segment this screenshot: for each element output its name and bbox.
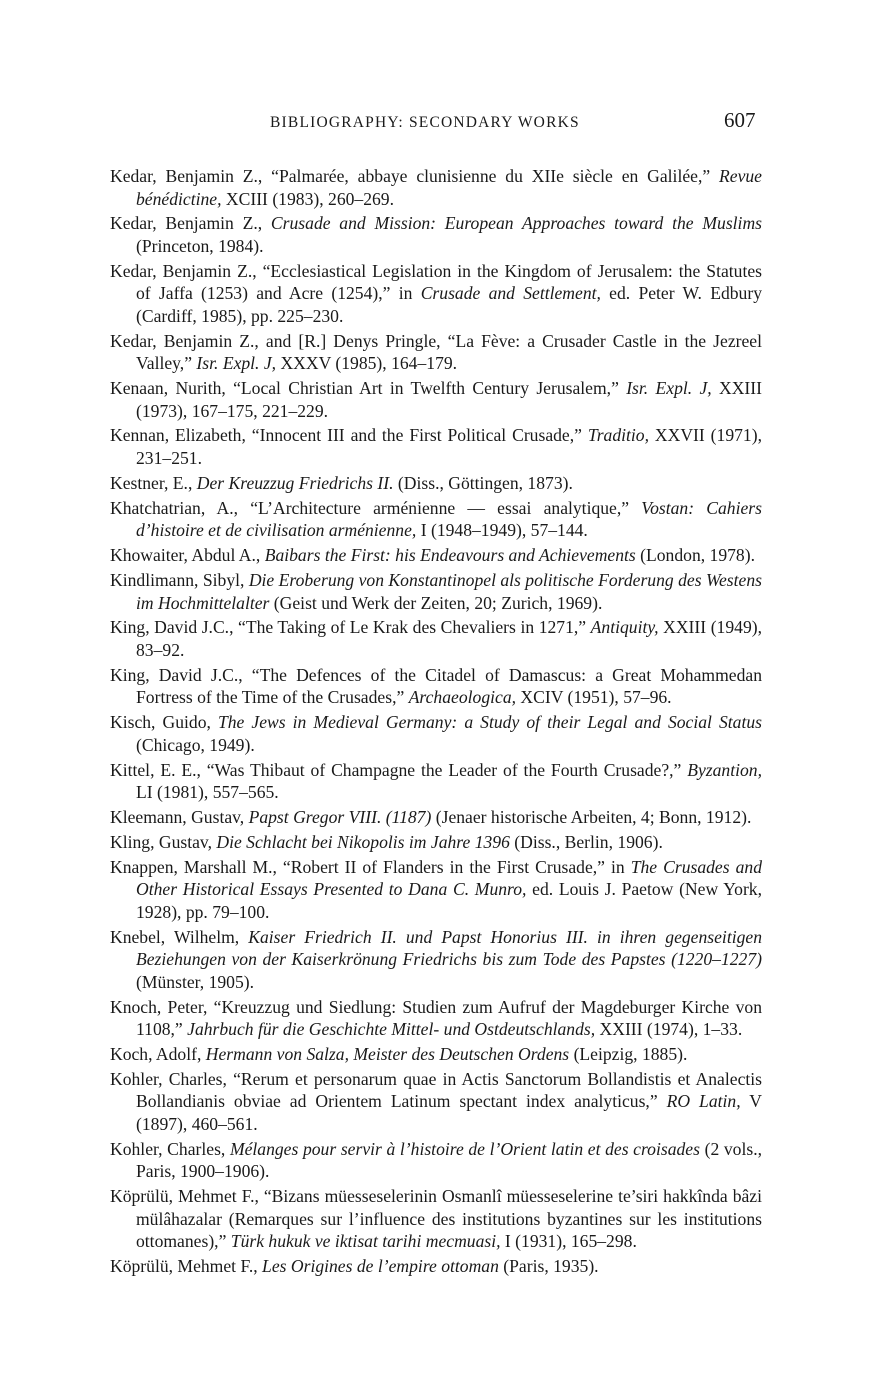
entry-text: Kedar, Benjamin Z., “Palmarée, abbaye clunisienne du XIIe siècle en Galilée,” bbox=[110, 166, 720, 186]
entry-text: (Leipzig, 1885). bbox=[569, 1043, 688, 1064]
entry-title-italic: Antiquity, bbox=[590, 617, 659, 638]
entry-text: King, David J.C., “The Taking of Le Krak des Chevaliers in 1271,” bbox=[110, 617, 591, 638]
entry-text: Kling, Gustav, bbox=[110, 831, 217, 852]
entry-text: Kenaan, Nurith, “Local Christian Art in Twelfth Century Jerusalem,” bbox=[110, 378, 627, 399]
bibliography-entry bbox=[110, 806, 762, 829]
entry-title-italic: RO Latin, bbox=[666, 1091, 741, 1112]
page-number: 607 bbox=[724, 108, 756, 132]
entry-text: I (1931), 165–298. bbox=[500, 1231, 637, 1252]
entry-text: (Jenaer historische Arbeiten, 4; Bonn, 1912). bbox=[431, 806, 752, 827]
entry-text: Kohler, Charles, “Rerum et personarum quae in Actis Sanctorum Bollandistis et Analectis Bollandianis obviae ad Orientem Latinum spectant index analyticus,” bbox=[110, 1068, 762, 1112]
entry-text: XXIII (1974), 1–33. bbox=[595, 1019, 743, 1040]
entry-title-italic: Papst Gregor VIII. (1187) bbox=[248, 806, 432, 827]
bibliography-entry bbox=[110, 424, 762, 469]
entry-text: (Münster, 1905). bbox=[136, 971, 255, 992]
entry-text: Khatchatrian, A., “L’Architecture arménienne — essai analytique,” bbox=[110, 497, 642, 518]
entry-text: Köprülü, Mehmet F., “Bizans müesseselerinin Osmanlî müesseselerine te’siri hakkînda bâzi mülâhazalar (Remarques sur l’influence des institutions byzantines sur les institutions ottomanes),” bbox=[110, 1186, 762, 1252]
bibliography-entry bbox=[110, 1043, 762, 1066]
entry-title-italic: Die Eroberung von Konstantinopel als politische Forderung des Westens im Hochmittelalter bbox=[136, 570, 762, 613]
bibliography-entry bbox=[110, 544, 762, 567]
entry-title-italic: Isr. Expl. J, bbox=[196, 353, 277, 374]
entry-text: (Paris, 1935). bbox=[498, 1255, 599, 1276]
bibliography-entry bbox=[110, 377, 762, 422]
entry-text: XXIII (1973), 167–175, 221–229. bbox=[136, 378, 762, 421]
entry-text: (Geist und Werk der Zeiten, 20; Zurich, 1969). bbox=[269, 592, 603, 613]
bibliography-entry bbox=[110, 1138, 762, 1183]
entry-text: Khowaiter, Abdul A., bbox=[110, 545, 265, 566]
bibliography-entry bbox=[110, 260, 762, 328]
bibliography-entry bbox=[110, 212, 762, 257]
entry-title-italic: Jahrbuch für die Geschichte Mittel- und Ostdeutschlands, bbox=[187, 1019, 596, 1040]
bibliography-entry bbox=[110, 664, 762, 709]
bibliography-entry bbox=[110, 165, 762, 210]
entry-title-italic: Hermann von Salza, Meister des Deutschen Ordens bbox=[205, 1043, 570, 1064]
entry-text: XCIII (1983), 260–269. bbox=[221, 188, 394, 209]
bibliography-entry bbox=[110, 616, 762, 661]
entry-title-italic: The Crusades and Other Historical Essays Presented to Dana C. Munro, bbox=[136, 856, 762, 900]
bibliography-entry bbox=[110, 1255, 762, 1278]
bibliography-entry bbox=[110, 569, 762, 614]
entry-text: XXVII (1971), 231–251. bbox=[136, 425, 762, 468]
entry-title-italic: Kaiser Friedrich II. und Papst Honorius III. in ihren gegenseitigen Beziehungen von der Kaiserkrönung Friedrichs bis zum Tode des Papstes (1220–1227) bbox=[136, 926, 763, 970]
entry-text: Kittel, E. E., “Was Thibaut of Champagne the Leader of the Fourth Crusade?,” bbox=[110, 759, 688, 780]
entry-title-italic: Crusade and Settlement, bbox=[420, 283, 601, 304]
running-head: BIBLIOGRAPHY: SECONDARY WORKS bbox=[270, 114, 580, 131]
entry-text: LI (1981), 557–565. bbox=[136, 782, 279, 803]
entry-title-italic: Byzantion, bbox=[687, 759, 762, 780]
entry-title-italic: Archaeologica, bbox=[408, 687, 517, 708]
entry-text: XXXV (1985), 164–179. bbox=[276, 353, 458, 374]
entry-text: Knappen, Marshall M., “Robert II of Flanders in the First Crusade,” in bbox=[110, 856, 631, 877]
entry-title-italic: Türk hukuk ve iktisat tarihi mecmuasi, bbox=[230, 1231, 501, 1252]
bibliography-entry bbox=[110, 926, 762, 994]
entry-text: ed. Peter W. Edbury (Cardiff, 1985), pp. 225–230. bbox=[136, 283, 762, 326]
entry-text: Knebel, Wilhelm, bbox=[110, 926, 249, 947]
bibliography-list bbox=[110, 165, 762, 1280]
entry-text: (Diss., Göttingen, 1873). bbox=[393, 472, 573, 493]
bibliography-entry bbox=[110, 759, 762, 804]
bibliography-entry bbox=[110, 831, 762, 854]
entry-text: Kedar, Benjamin Z., “Ecclesiastical Legislation in the Kingdom of Jerusalem: the Statutes of Jaffa (1253) and Acre (1254),” in bbox=[110, 260, 762, 304]
bibliography-entry bbox=[110, 856, 762, 924]
entry-title-italic: Revue bénédictine, bbox=[136, 166, 762, 209]
bibliography-entry bbox=[110, 472, 762, 495]
entry-text: ed. Louis J. Paetow (New York, 1928), pp. 79–100. bbox=[136, 879, 762, 922]
entry-text: I (1948–1949), 57–144. bbox=[416, 520, 588, 541]
entry-title-italic: Les Origines de l’empire ottoman bbox=[262, 1255, 499, 1276]
entry-text: XCIV (1951), 57–96. bbox=[516, 687, 672, 708]
entry-text: (Diss., Berlin, 1906). bbox=[509, 831, 663, 852]
entry-title-italic: Isr. Expl. J, bbox=[626, 378, 712, 399]
bibliography-entry bbox=[110, 330, 762, 375]
bibliography-entry bbox=[110, 497, 762, 542]
entry-text: Knoch, Peter, “Kreuzzug und Siedlung: Studien zum Aufruf der Magdeburger Kirche von 1108,” bbox=[110, 996, 762, 1040]
entry-title-italic: Vostan: Cahiers d’histoire et de civilisation arménienne, bbox=[136, 497, 762, 541]
entry-title-italic: Traditio, bbox=[587, 425, 649, 446]
entry-text: Kindlimann, Sibyl, bbox=[110, 570, 249, 591]
entry-title-italic: Baibars the First: his Endeavours and Achievements bbox=[264, 545, 636, 566]
entry-title-italic: Der Kreuzzug Friedrichs II. bbox=[196, 472, 394, 493]
entry-title-italic: Die Schlacht bei Nikopolis im Jahre 1396 bbox=[216, 831, 510, 852]
entry-text: Kohler, Charles, bbox=[110, 1138, 230, 1159]
entry-title-italic: Mélanges pour servir à l’histoire de l’Orient latin et des croisades bbox=[229, 1138, 700, 1159]
bibliography-entry bbox=[110, 711, 762, 756]
entry-text: (Princeton, 1984). bbox=[136, 235, 264, 256]
entry-text: Kestner, E., bbox=[110, 472, 197, 493]
entry-text: King, David J.C., “The Defences of the Citadel of Damascus: a Great Mohammedan Fortress of the Time of the Crusades,” bbox=[110, 664, 762, 708]
entry-text: Koch, Adolf, bbox=[110, 1043, 206, 1064]
entry-text: Kedar, Benjamin Z., bbox=[110, 213, 271, 234]
entry-text: V (1897), 460–561. bbox=[136, 1091, 762, 1134]
entry-text: Köprülü, Mehmet F., bbox=[110, 1255, 263, 1276]
bibliography-entry bbox=[110, 996, 762, 1041]
entry-text: Kedar, Benjamin Z., and [R.] Denys Pringle, “La Fève: a Crusader Castle in the Jezreel Valley,” bbox=[110, 330, 762, 374]
entry-text: (2 vols., Paris, 1900–1906). bbox=[136, 1138, 762, 1182]
entry-title-italic: The Jews in Medieval Germany: a Study of their Legal and Social Status bbox=[217, 712, 762, 733]
bibliography-entry bbox=[110, 1185, 762, 1253]
entry-title-italic: Crusade and Mission: European Approaches toward the Muslims bbox=[270, 213, 762, 234]
entry-text: (Chicago, 1949). bbox=[136, 734, 255, 755]
entry-text: XXIII (1949), 83–92. bbox=[136, 617, 762, 660]
entry-text: (London, 1978). bbox=[635, 545, 755, 566]
entry-text: Kennan, Elizabeth, “Innocent III and the First Political Crusade,” bbox=[110, 425, 588, 446]
entry-text: Kleemann, Gustav, bbox=[110, 806, 249, 827]
bibliography-entry bbox=[110, 1068, 762, 1136]
entry-text: Kisch, Guido, bbox=[110, 712, 218, 733]
